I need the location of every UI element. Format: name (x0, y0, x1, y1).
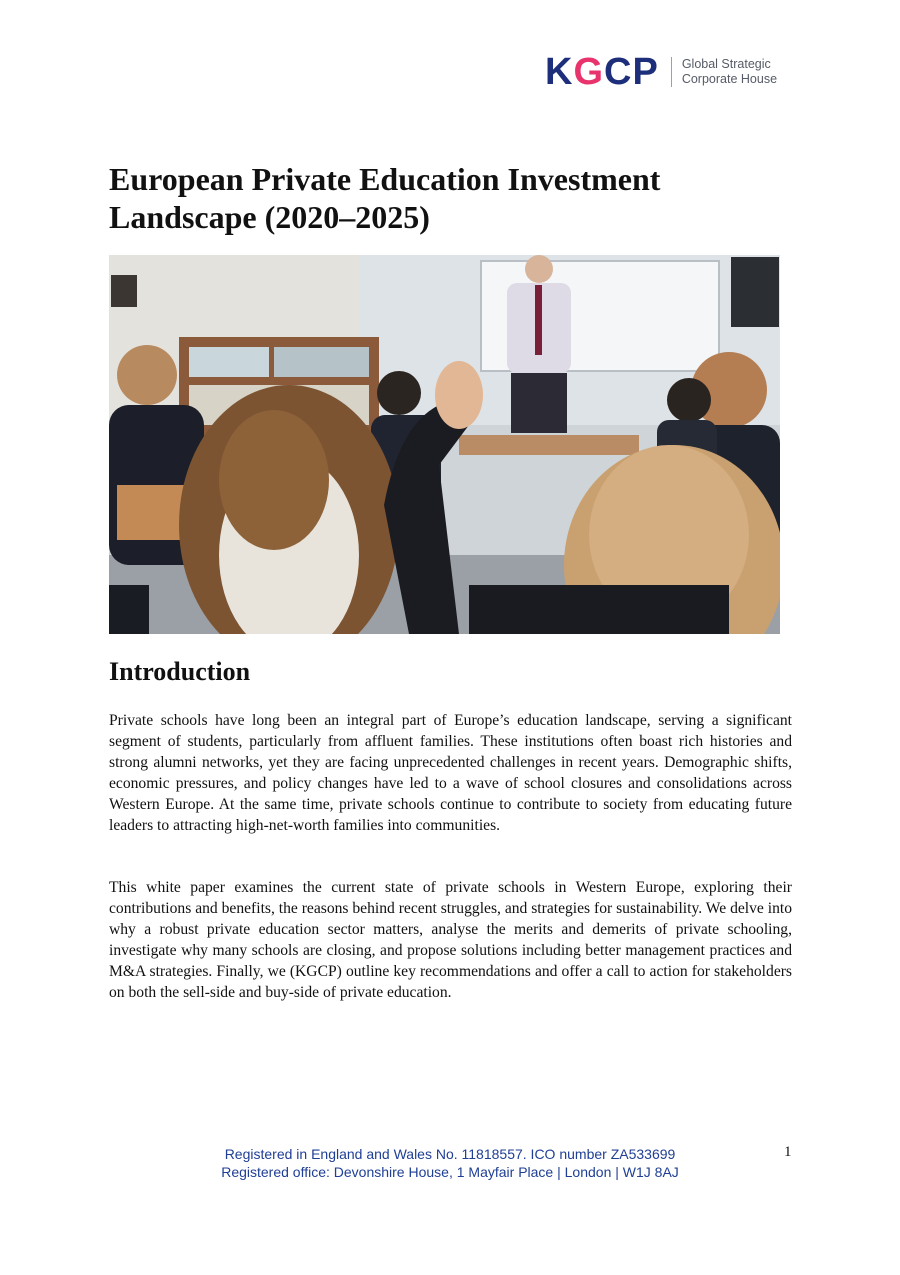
logo-wordmark: KGCP (545, 51, 659, 93)
classroom-photo-icon (109, 255, 780, 634)
footer-registration-line: Registered in England and Wales No. 11818557. ICO number ZA533699 (224, 1146, 676, 1162)
section-heading-introduction: Introduction (109, 657, 251, 686)
logo-tagline (682, 57, 777, 87)
footer-office-line: Registered office: Devonshire House, 1 Mayfair Place | London | W1J 8AJ (221, 1164, 679, 1180)
logo-tagline-line2: Corporate House (681, 72, 778, 86)
page-footer (150, 1145, 750, 1181)
intro-paragraph-1: Private schools have long been an integral part of Europe’s education landscape, serving a significant segment of students, particularly from affluent families. These institutions often boast rich histories and strong alumni networks, yet they are facing unprecedented challenges in recent years. Demographic shifts, economic pressures, and policy changes have led to a wave of school closures and consolidations across Western Europe. At the same time, private schools continue to contribute to society from educating future leaders to attracting high-net-worth families into communities. (109, 712, 792, 834)
kgcp-logo (545, 52, 777, 92)
page-number: 1 (784, 1144, 792, 1160)
logo-divider (671, 57, 672, 87)
document-title: European Private Education Investment Landscape (2020–2025) (109, 161, 661, 235)
intro-paragraph-2: This white paper examines the current state of private schools in Western Europe, exploring their contributions and benefits, the reasons behind recent struggles, and strategies for sustainability. We delve into why a robust private education sector matters, analyse the merits and demerits of private schooling, investigate why many schools are closing, and propose solutions including better management practices and M&A strategies. Finally, we (KGCP) outline key recommendations and offer a call to action for stakeholders on both the sell-side and buy-side of private education. (109, 879, 792, 1001)
logo-tagline-line1: Global Strategic (681, 57, 771, 71)
